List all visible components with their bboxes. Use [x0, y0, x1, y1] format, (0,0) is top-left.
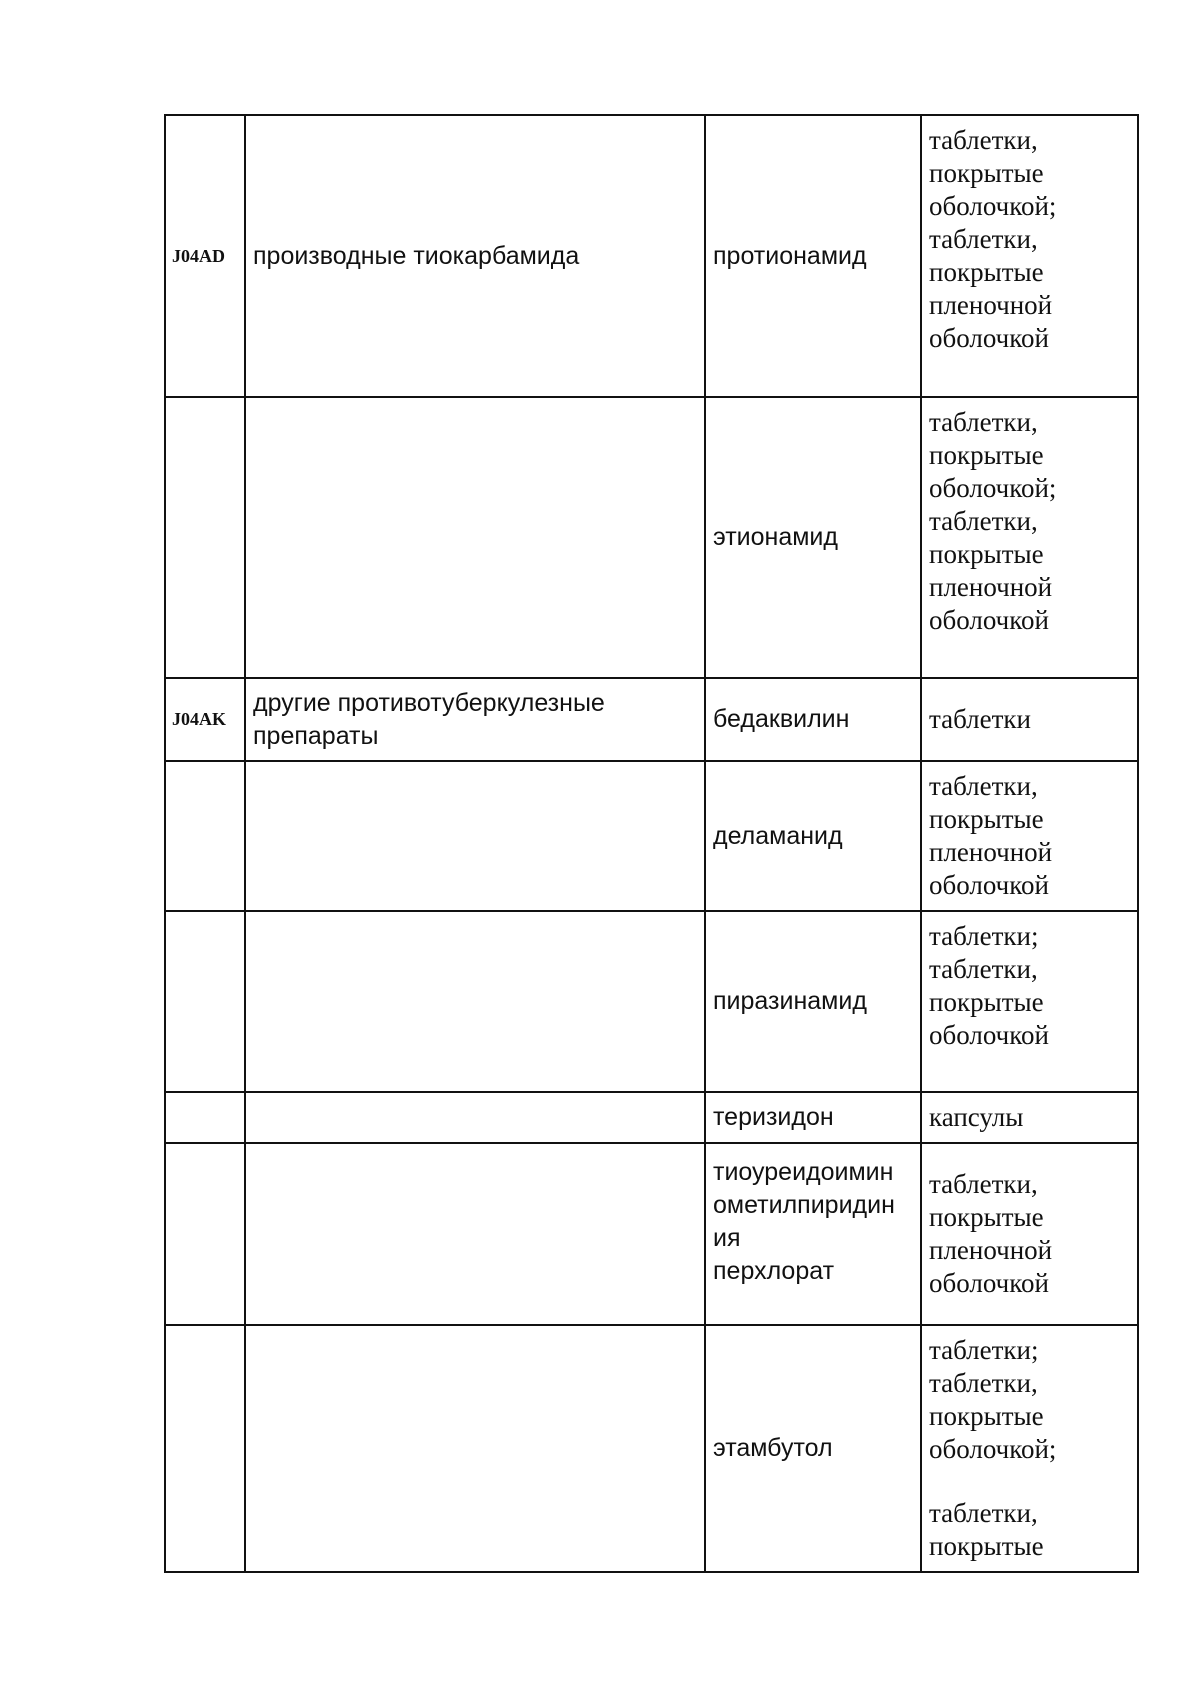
table-row: [165, 1092, 1138, 1143]
atc-code: [165, 397, 245, 678]
dosage-form-line: покрытые: [929, 158, 1044, 188]
dosage-form-line: капсулы: [929, 1102, 1024, 1132]
drug-name: этамбутол: [705, 1325, 921, 1572]
dosage-form-line: оболочкой;: [929, 473, 1057, 503]
dosage-form-line: таблетки,: [929, 224, 1038, 254]
dosage-form-line: таблетки: [929, 704, 1032, 734]
drug-name: теризидон: [705, 1092, 921, 1143]
atc-code: [165, 911, 245, 1092]
dosage-form-line: покрытые: [929, 257, 1044, 287]
atc-code: [165, 1092, 245, 1143]
dosage-form-line: покрытые: [929, 1202, 1044, 1232]
dosage-form-line: таблетки,: [929, 125, 1038, 155]
dosage-form-line: оболочкой: [929, 1020, 1049, 1050]
dosage-forms: [921, 911, 1138, 1092]
dosage-form-line: оболочкой: [929, 323, 1049, 353]
drug-name: [705, 1143, 921, 1325]
dosage-form-line: оболочкой: [929, 605, 1049, 635]
atc-group: [245, 397, 705, 678]
dosage-form-line: оболочкой;: [929, 191, 1057, 221]
dosage-form-line: оболочкой;: [929, 1434, 1057, 1464]
dosage-form-line: пленочной: [929, 1235, 1053, 1265]
dosage-form-line: пленочной: [929, 572, 1053, 602]
dosage-form-line: таблетки,: [929, 954, 1038, 984]
dosage-form-line: покрытые: [929, 987, 1044, 1017]
dosage-form-line: таблетки,: [929, 1368, 1038, 1398]
dosage-form-line: таблетки,: [929, 1169, 1038, 1199]
drug-name: деламанид: [705, 761, 921, 911]
table-row: [165, 115, 1138, 397]
dosage-forms: [921, 397, 1138, 678]
table-row: [165, 397, 1138, 678]
dosage-form-line: таблетки;: [929, 1335, 1039, 1365]
drug-name-line: ия: [713, 1224, 741, 1252]
dosage-form-line: пленочной: [929, 290, 1053, 320]
dosage-form-line: покрытые: [929, 804, 1044, 834]
atc-group: [245, 761, 705, 911]
atc-group: [245, 911, 705, 1092]
dosage-form-line: таблетки,: [929, 407, 1038, 437]
drug-table: [164, 114, 1139, 1573]
atc-code: [165, 1325, 245, 1572]
table-row: [165, 911, 1138, 1092]
atc-group: [245, 1325, 705, 1572]
atc-group: [245, 678, 705, 761]
atc-code: [165, 761, 245, 911]
atc-group-line: другие противотуберкулезные: [253, 688, 605, 717]
dosage-form-line: таблетки,: [929, 771, 1038, 801]
dosage-form-line: таблетки,: [929, 506, 1038, 536]
dosage-form-line: покрытые: [929, 539, 1044, 569]
table-row: [165, 761, 1138, 911]
atc-code: J04AD: [165, 115, 245, 397]
dosage-form-line: оболочкой: [929, 1268, 1049, 1298]
atc-code: [165, 1143, 245, 1325]
dosage-forms: [921, 1143, 1138, 1325]
dosage-forms: [921, 761, 1138, 911]
dosage-forms: [921, 115, 1138, 397]
atc-group: производные тиокарбамида: [245, 115, 705, 397]
dosage-forms: [921, 678, 1138, 761]
table-row: [165, 1325, 1138, 1572]
drug-name-line: перхлорат: [713, 1257, 835, 1285]
atc-group: [245, 1092, 705, 1143]
dosage-form-line: таблетки;: [929, 921, 1039, 951]
drug-name-line: тиоуреидоимин: [713, 1158, 894, 1186]
atc-group-line: препараты: [253, 721, 379, 750]
dosage-form-line: оболочкой: [929, 870, 1049, 900]
drug-name-line: ометилпиридин: [713, 1191, 895, 1219]
drug-name: пиразинамид: [705, 911, 921, 1092]
dosage-form-line: покрытые: [929, 440, 1044, 470]
dosage-form-line: покрытые: [929, 1401, 1044, 1431]
drug-name: протионамид: [705, 115, 921, 397]
dosage-form-line: таблетки,: [929, 1498, 1038, 1528]
table-row: [165, 1143, 1138, 1325]
atc-code: J04AK: [165, 678, 245, 761]
drug-name: бедаквилин: [705, 678, 921, 761]
atc-group: [245, 1143, 705, 1325]
dosage-forms: [921, 1092, 1138, 1143]
paragraph-gap: [929, 1466, 1130, 1497]
dosage-form-line: пленочной: [929, 837, 1053, 867]
table-row: [165, 678, 1138, 761]
drug-name: этионамид: [705, 397, 921, 678]
dosage-form-line: покрытые: [929, 1531, 1044, 1561]
dosage-forms: [921, 1325, 1138, 1572]
